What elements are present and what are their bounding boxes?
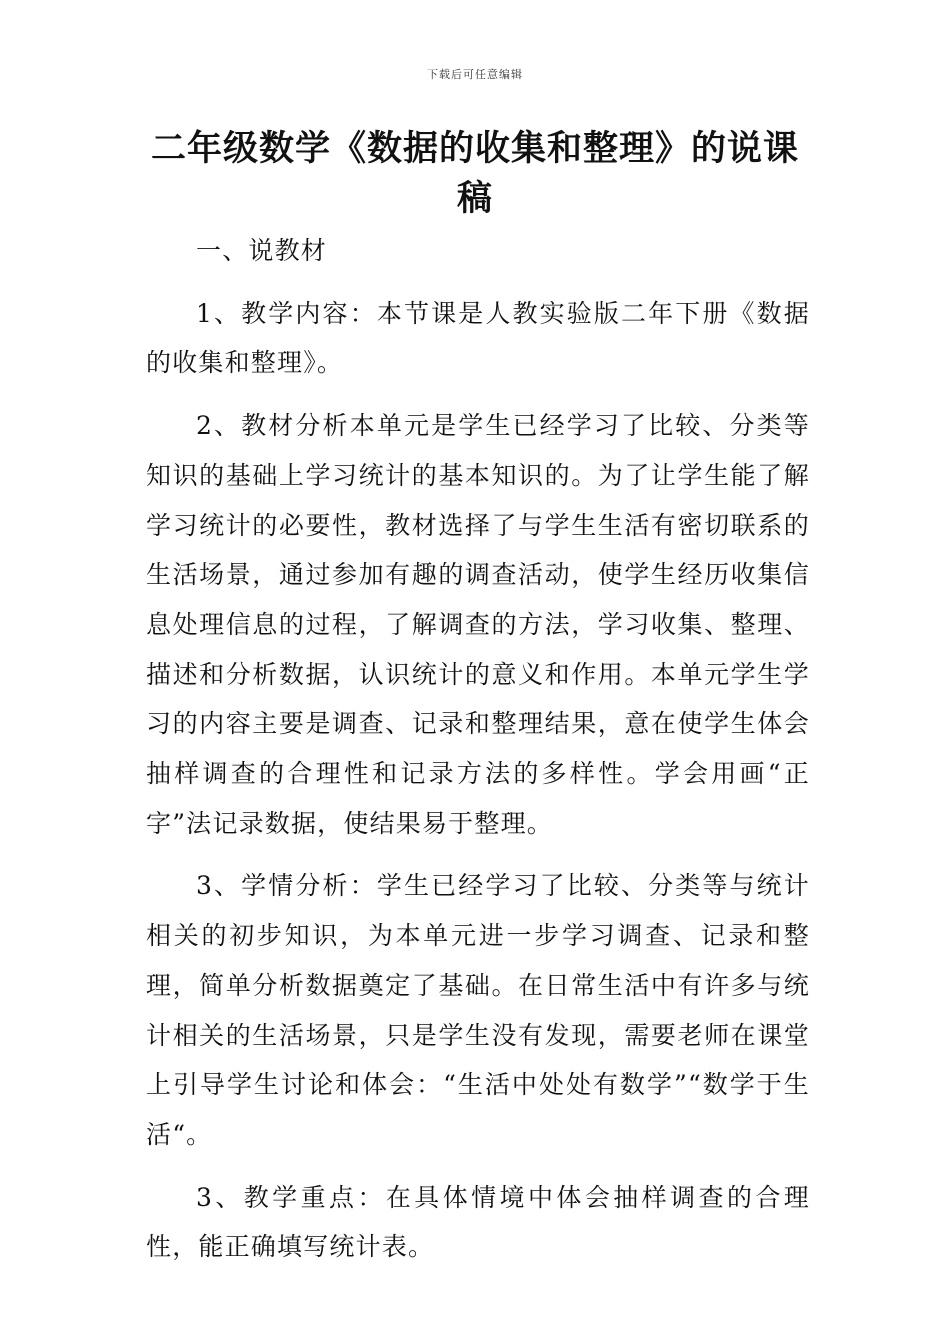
page-header: 下载后可任意编辑 xyxy=(427,68,523,81)
section-heading: 一、说教材 xyxy=(196,236,328,265)
paragraph-teaching-focus: 3、教学重点：在具体情境中体会抽样调查的合理性，能正确填写统计表。 xyxy=(146,1182,810,1262)
document-body xyxy=(146,226,810,1272)
document-title: 二年级数学《数据的收集和整理》的说课稿 xyxy=(150,129,799,219)
paragraph-textbook-analysis: 2、教材分析本单元是学生已经学习了比较、分类等知识的基础上学习统计的基本知识的。为了让学生能了解学习统计的必要性，教材选择了与学生生活有密切联系的生活场景，通过参加有趣的调查活动，使学生经历收集信息处理信息的过程，了解调查的方法，学习收集、整理、描述和分析数据，认识统计的意义和作用。本单元学生学习的内容主要是调查、记录和整理结果，意在使学生体会抽样调查的合理性和记录方法的多样性。学会用画“正字”法记录数据，使结果易于整理。 xyxy=(146,411,810,838)
paragraph-teaching-content: 1、教学内容：本节课是人教实验版二年下册《数据的收集和整理》。 xyxy=(146,298,810,378)
paragraph-student-analysis: 3、学情分析：学生已经学习了比较、分类等与统计相关的初步知识，为本单元进一步学习调查、记录和整理，简单分析数据奠定了基础。在日常生活中有许多与统计相关的生活场景，只是学生没有发现，需要老师在课堂上引导学生讨论和体会：“生活中处处有数学”“数学于生活“。 xyxy=(146,871,810,1149)
